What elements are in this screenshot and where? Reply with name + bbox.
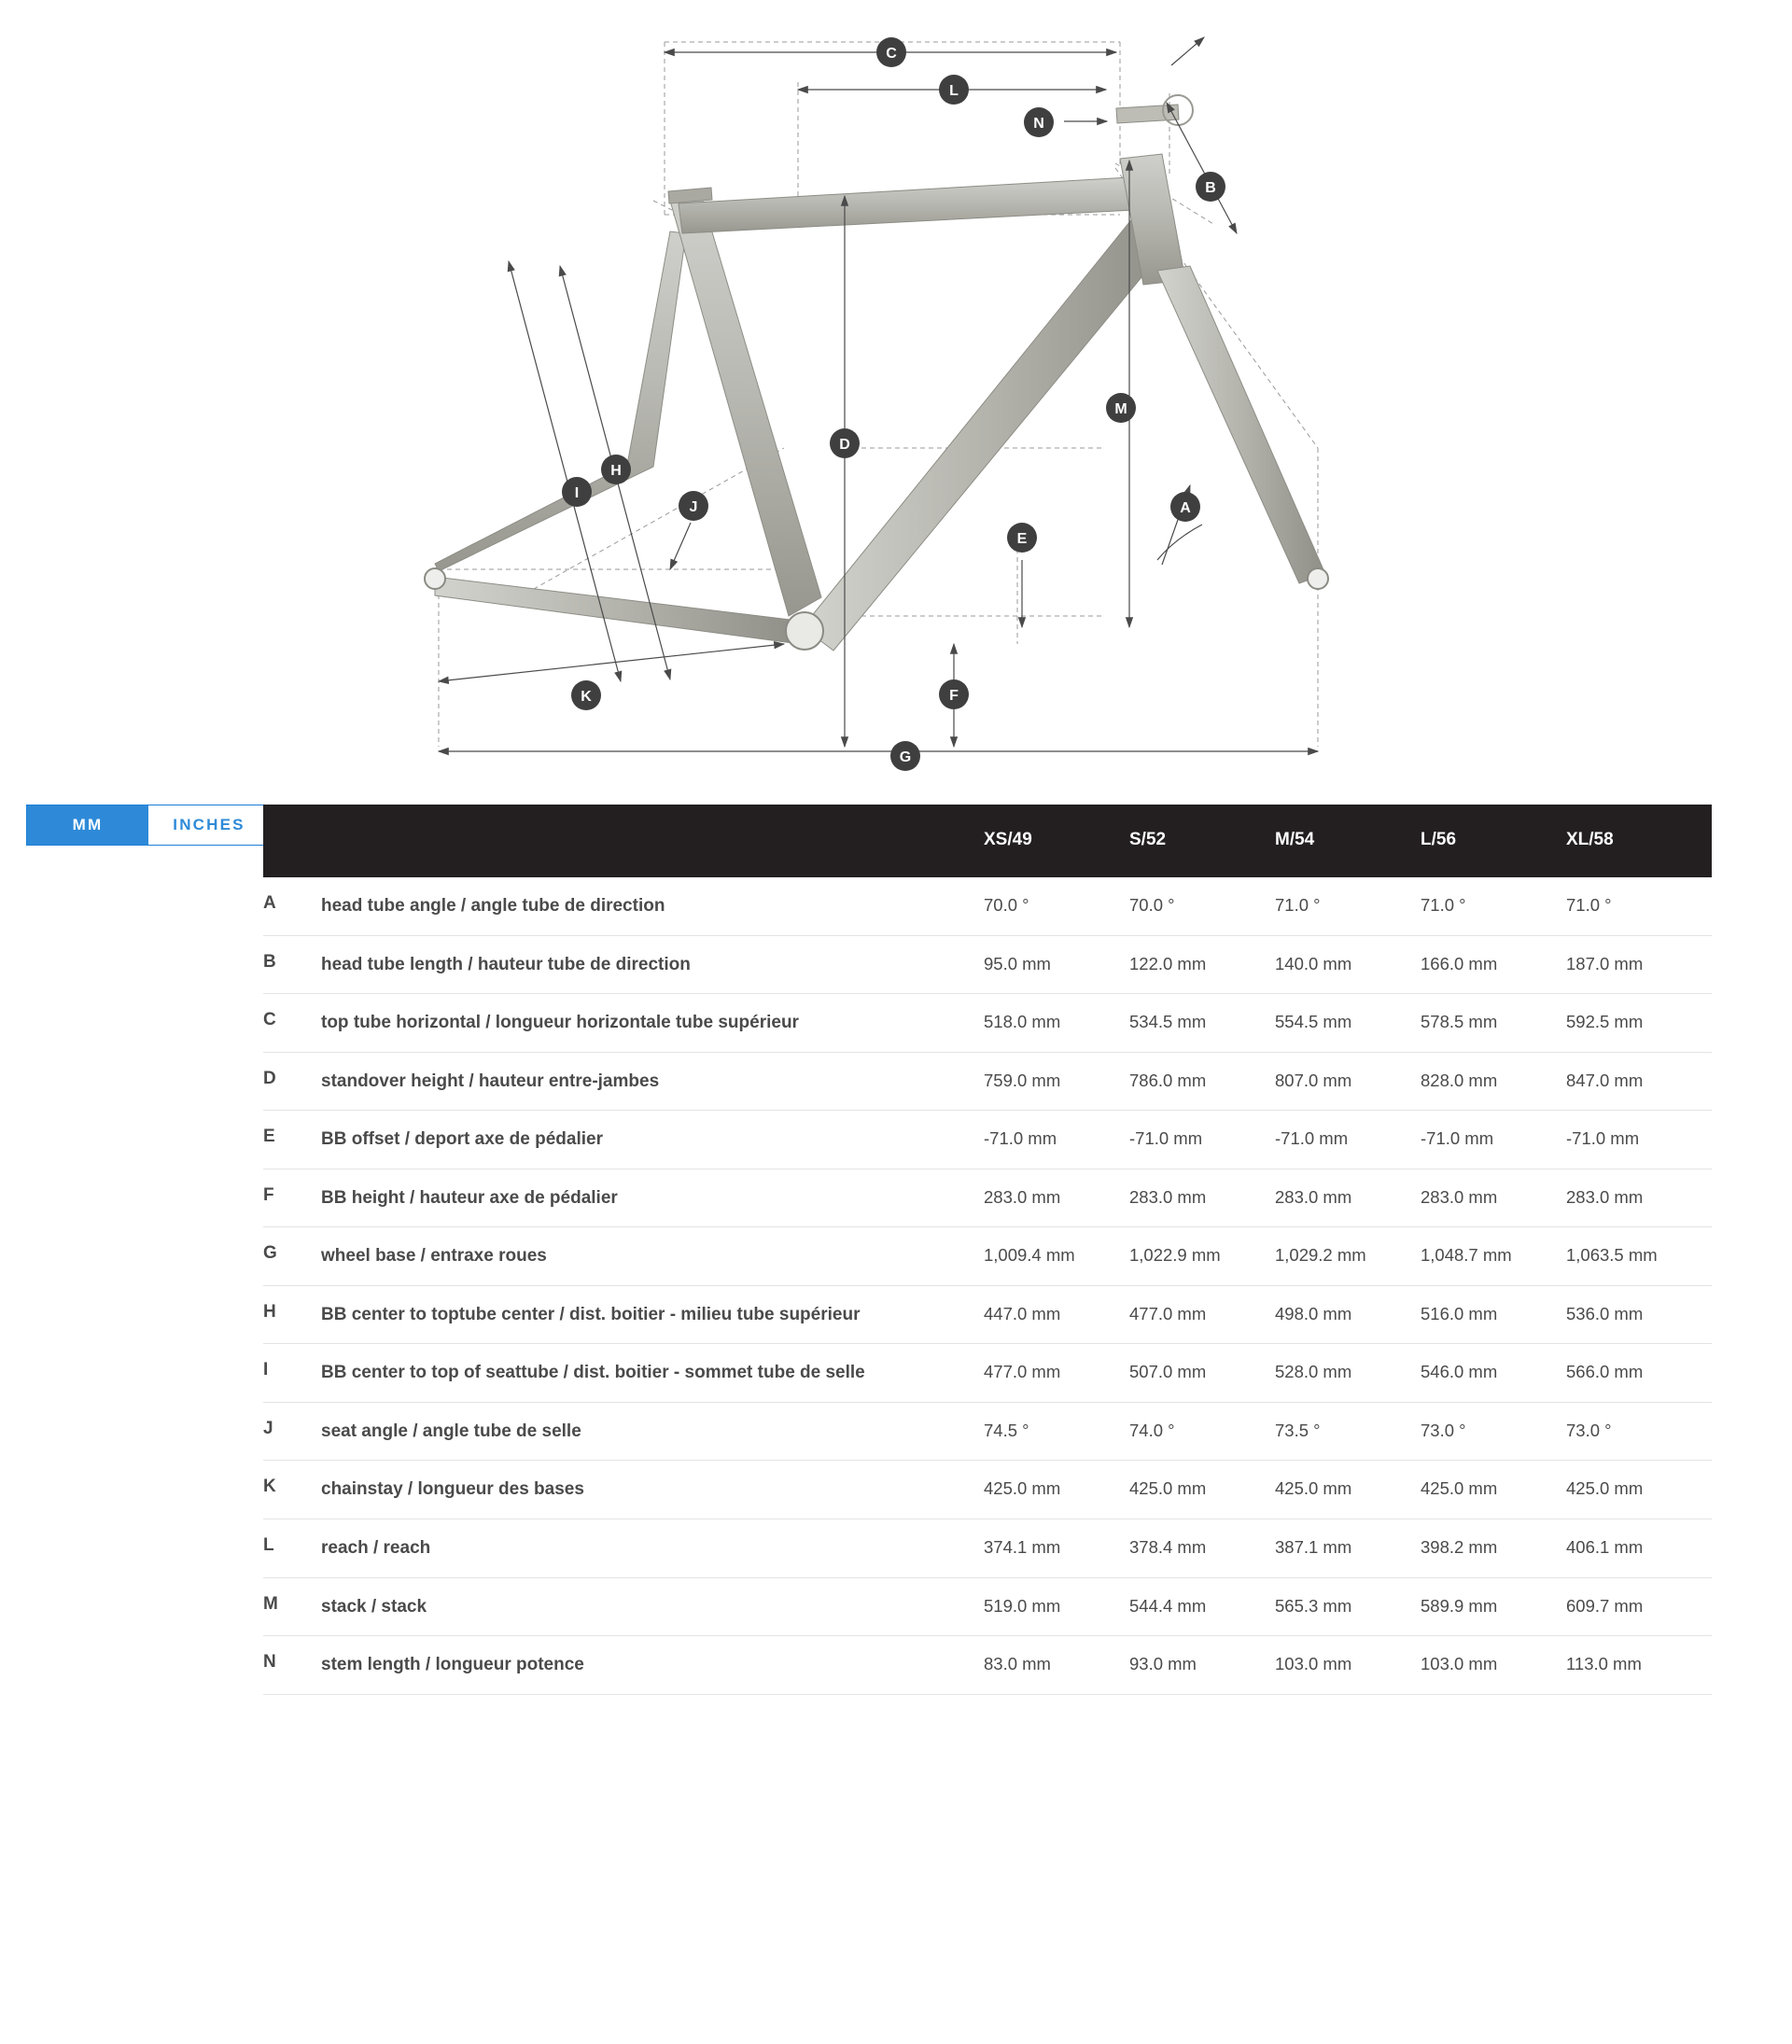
row-value-l56: -71.0 mm (1421, 1111, 1566, 1169)
row-value-xl58: 73.0 ° (1566, 1402, 1712, 1461)
row-value-l56: 578.5 mm (1421, 994, 1566, 1053)
row-value-xs49: -71.0 mm (984, 1111, 1129, 1169)
table-row (263, 1636, 1712, 1695)
row-value-m54: 565.3 mm (1275, 1577, 1421, 1636)
column-header-letter (263, 805, 321, 877)
table-row (263, 1344, 1712, 1403)
row-value-l56: 73.0 ° (1421, 1402, 1566, 1461)
row-name: head tube angle / angle tube de direction (321, 877, 984, 935)
callout-m (1106, 393, 1136, 423)
row-value-xs49: 95.0 mm (984, 935, 1129, 994)
table-row (263, 994, 1712, 1053)
callout-c (876, 37, 906, 67)
row-name: head tube length / hauteur tube de direction (321, 935, 984, 994)
row-value-m54: 103.0 mm (1275, 1636, 1421, 1695)
column-header-l56: L/56 (1421, 805, 1566, 877)
svg-text:B: B (1205, 180, 1216, 196)
row-name: BB center to top of seattube / dist. boitier - sommet tube de selle (321, 1344, 984, 1403)
row-value-s52: 534.5 mm (1129, 994, 1275, 1053)
row-name: top tube horizontal / longueur horizontale tube supérieur (321, 994, 984, 1053)
row-value-l56: 589.9 mm (1421, 1577, 1566, 1636)
svg-text:F: F (949, 688, 959, 704)
callout-l (939, 75, 969, 105)
row-value-xl58: 406.1 mm (1566, 1519, 1712, 1578)
svg-text:L: L (949, 83, 959, 99)
row-letter: A (263, 877, 321, 935)
row-name: BB center to toptube center / dist. boitier - milieu tube supérieur (321, 1285, 984, 1344)
row-value-l56: 546.0 mm (1421, 1344, 1566, 1403)
row-value-l56: 71.0 ° (1421, 877, 1566, 935)
column-header-xs49: XS/49 (984, 805, 1129, 877)
row-value-xl58: 609.7 mm (1566, 1577, 1712, 1636)
row-name: stack / stack (321, 1577, 984, 1636)
row-value-s52: 1,022.9 mm (1129, 1227, 1275, 1286)
row-value-xl58: 1,063.5 mm (1566, 1227, 1712, 1286)
table-row (263, 1227, 1712, 1286)
row-value-xl58: -71.0 mm (1566, 1111, 1712, 1169)
row-value-l56: 425.0 mm (1421, 1461, 1566, 1519)
table-row (263, 1052, 1712, 1111)
column-header-m54: M/54 (1275, 805, 1421, 877)
row-name: BB offset / deport axe de pédalier (321, 1111, 984, 1169)
row-value-xl58: 566.0 mm (1566, 1344, 1712, 1403)
row-value-xs49: 74.5 ° (984, 1402, 1129, 1461)
svg-text:A: A (1180, 500, 1191, 516)
table-row (263, 935, 1712, 994)
row-value-l56: 1,048.7 mm (1421, 1227, 1566, 1286)
row-value-xs49: 447.0 mm (984, 1285, 1129, 1344)
row-value-xl58: 283.0 mm (1566, 1169, 1712, 1227)
table-row (263, 1519, 1712, 1578)
row-letter: N (263, 1636, 321, 1695)
row-value-l56: 516.0 mm (1421, 1285, 1566, 1344)
row-value-xs49: 83.0 mm (984, 1636, 1129, 1695)
geometry-table (263, 805, 1712, 1695)
bike-frame-illustration (425, 95, 1328, 651)
row-value-xl58: 71.0 ° (1566, 877, 1712, 935)
row-value-m54: 498.0 mm (1275, 1285, 1421, 1344)
row-value-xs49: 519.0 mm (984, 1577, 1129, 1636)
row-letter: E (263, 1111, 321, 1169)
table-row (263, 877, 1712, 935)
callout-e (1007, 523, 1037, 553)
row-letter: L (263, 1519, 321, 1578)
row-value-xs49: 477.0 mm (984, 1344, 1129, 1403)
row-value-m54: 554.5 mm (1275, 994, 1421, 1053)
row-letter: C (263, 994, 321, 1053)
column-header-measure (321, 805, 984, 877)
table-row (263, 1285, 1712, 1344)
svg-text:N: N (1033, 116, 1044, 132)
row-value-m54: 1,029.2 mm (1275, 1227, 1421, 1286)
row-value-xs49: 1,009.4 mm (984, 1227, 1129, 1286)
row-value-xs49: 283.0 mm (984, 1169, 1129, 1227)
column-header-xl58: XL/58 (1566, 805, 1712, 877)
row-value-m54: 528.0 mm (1275, 1344, 1421, 1403)
svg-text:H: H (610, 463, 622, 479)
row-letter: M (263, 1577, 321, 1636)
row-value-xs49: 518.0 mm (984, 994, 1129, 1053)
row-value-l56: 166.0 mm (1421, 935, 1566, 994)
row-value-l56: 103.0 mm (1421, 1636, 1566, 1695)
callout-b (1196, 172, 1225, 202)
svg-text:D: D (839, 437, 850, 453)
table-body (263, 877, 1712, 1694)
row-value-xs49: 425.0 mm (984, 1461, 1129, 1519)
row-value-xl58: 425.0 mm (1566, 1461, 1712, 1519)
construction-lines (439, 42, 1318, 747)
row-name: standover height / hauteur entre-jambes (321, 1052, 984, 1111)
row-value-xl58: 113.0 mm (1566, 1636, 1712, 1695)
svg-text:C: C (886, 46, 897, 62)
callout-k (571, 680, 601, 710)
table-row (263, 1461, 1712, 1519)
row-value-xs49: 759.0 mm (984, 1052, 1129, 1111)
row-value-xl58: 847.0 mm (1566, 1052, 1712, 1111)
callout-h (601, 455, 631, 484)
row-value-l56: 398.2 mm (1421, 1519, 1566, 1578)
row-name: BB height / hauteur axe de pédalier (321, 1169, 984, 1227)
svg-text:K: K (581, 689, 592, 705)
svg-text:M: M (1114, 401, 1127, 417)
row-value-s52: 786.0 mm (1129, 1052, 1275, 1111)
row-value-xl58: 187.0 mm (1566, 935, 1712, 994)
row-name: seat angle / angle tube de selle (321, 1402, 984, 1461)
frame-geometry-svg (0, 0, 1792, 803)
row-value-s52: 70.0 ° (1129, 877, 1275, 935)
dimension-arrows (439, 37, 1318, 751)
callout-d (830, 428, 860, 458)
table-row (263, 1402, 1712, 1461)
row-value-s52: 378.4 mm (1129, 1519, 1275, 1578)
callout-f (939, 679, 969, 709)
row-value-m54: 283.0 mm (1275, 1169, 1421, 1227)
unit-toggle-mm[interactable]: MM (27, 805, 148, 845)
row-letter: H (263, 1285, 321, 1344)
row-value-s52: 74.0 ° (1129, 1402, 1275, 1461)
row-letter: B (263, 935, 321, 994)
table-row (263, 1111, 1712, 1169)
row-name: chainstay / longueur des bases (321, 1461, 984, 1519)
table-row (263, 1169, 1712, 1227)
row-value-m54: 140.0 mm (1275, 935, 1421, 994)
row-value-xs49: 70.0 ° (984, 877, 1129, 935)
row-value-xl58: 592.5 mm (1566, 994, 1712, 1053)
svg-text:G: G (899, 749, 912, 765)
row-name: wheel base / entraxe roues (321, 1227, 984, 1286)
table-header (263, 805, 1712, 877)
row-value-m54: 73.5 ° (1275, 1402, 1421, 1461)
table-row (263, 1577, 1712, 1636)
row-value-s52: 425.0 mm (1129, 1461, 1275, 1519)
unit-toggle-inches[interactable]: INCHES (148, 805, 270, 845)
callout-i (562, 477, 592, 507)
row-value-s52: 283.0 mm (1129, 1169, 1275, 1227)
row-value-s52: 93.0 mm (1129, 1636, 1275, 1695)
row-value-s52: -71.0 mm (1129, 1111, 1275, 1169)
svg-text:E: E (1016, 531, 1028, 547)
row-letter: J (263, 1402, 321, 1461)
row-value-m54: 387.1 mm (1275, 1519, 1421, 1578)
row-value-m54: 71.0 ° (1275, 877, 1421, 935)
callout-j (679, 491, 708, 521)
row-letter: F (263, 1169, 321, 1227)
row-value-s52: 122.0 mm (1129, 935, 1275, 994)
row-value-l56: 828.0 mm (1421, 1052, 1566, 1111)
unit-toggle[interactable] (26, 805, 271, 846)
row-value-m54: 425.0 mm (1275, 1461, 1421, 1519)
column-header-s52: S/52 (1129, 805, 1275, 877)
row-value-m54: 807.0 mm (1275, 1052, 1421, 1111)
row-value-s52: 477.0 mm (1129, 1285, 1275, 1344)
row-name: reach / reach (321, 1519, 984, 1578)
row-value-xs49: 374.1 mm (984, 1519, 1129, 1578)
svg-text:I: I (574, 485, 580, 501)
row-value-xl58: 536.0 mm (1566, 1285, 1712, 1344)
row-letter: D (263, 1052, 321, 1111)
row-value-s52: 507.0 mm (1129, 1344, 1275, 1403)
row-name: stem length / longueur potence (321, 1636, 984, 1695)
callout-a (1170, 492, 1200, 522)
callout-n (1024, 107, 1054, 137)
row-letter: I (263, 1344, 321, 1403)
table-header-row (263, 805, 1712, 877)
row-value-m54: -71.0 mm (1275, 1111, 1421, 1169)
row-letter: K (263, 1461, 321, 1519)
svg-text:J: J (689, 499, 698, 515)
geometry-diagram (0, 0, 1792, 803)
callout-g (890, 741, 920, 771)
row-letter: G (263, 1227, 321, 1286)
row-value-s52: 544.4 mm (1129, 1577, 1275, 1636)
row-value-l56: 283.0 mm (1421, 1169, 1566, 1227)
